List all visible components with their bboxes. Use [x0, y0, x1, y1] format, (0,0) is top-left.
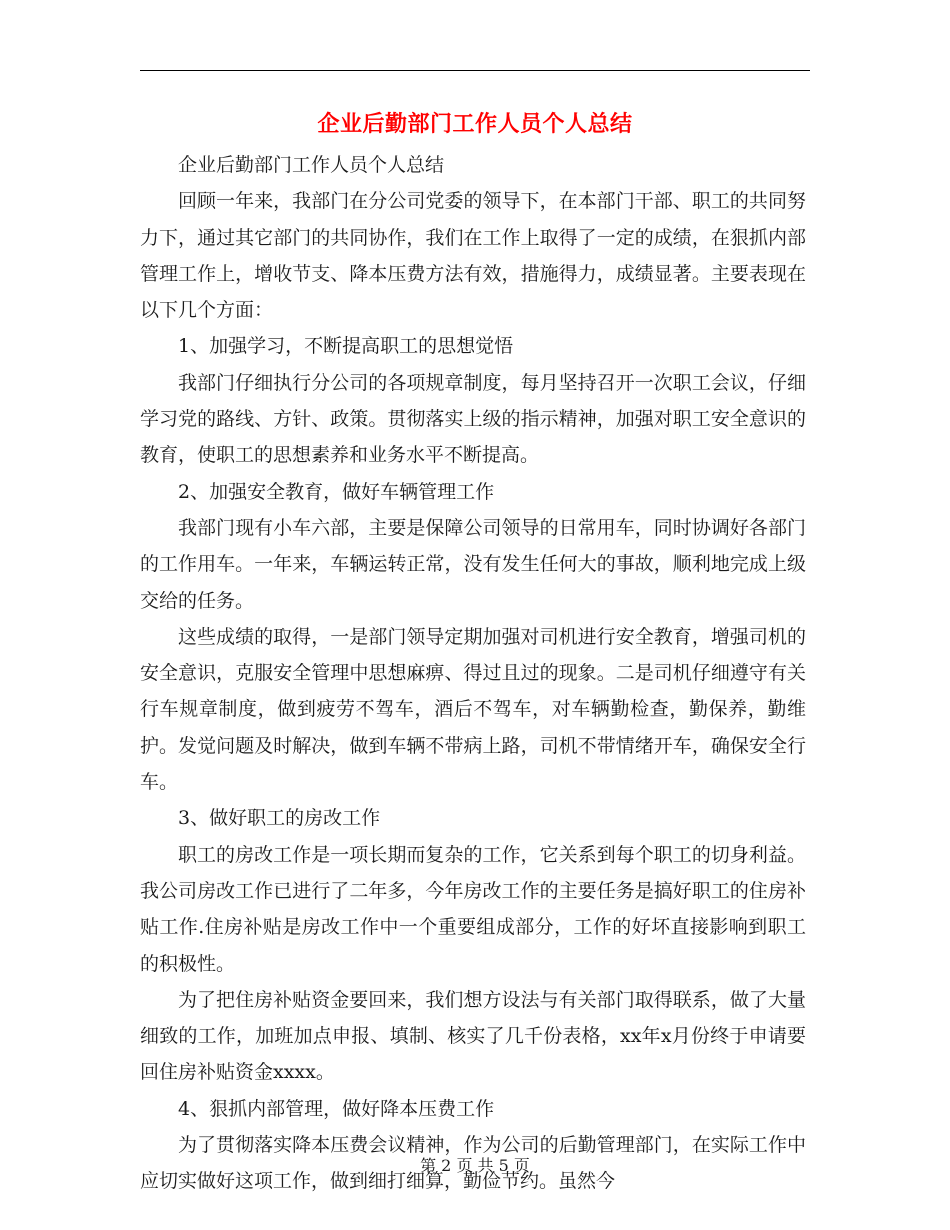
section-heading-4: 4、狠抓内部管理，做好降本压费工作 — [178, 1097, 495, 1120]
header-rule — [140, 70, 810, 71]
section-heading-2: 2、加强安全教育，做好车辆管理工作 — [178, 480, 495, 503]
paragraph-section-2b: 这些成绩的取得，一是部门领导定期加强对司机进行安全教育，增强司机的安全意识，克服安全管理中思想麻痹、得过且过的现象。二是司机仔细遵守有关行车规章制度，做到疲劳不驾车，酒后不驾车，对车辆勤检查，勤保养，勤维护。发觉问题及时解决，做到车辆不带病上路，司机不带情绪开车，确保安全行车。 — [140, 625, 806, 794]
paragraph-subtitle: 企业后勤部门工作人员个人总结 — [178, 154, 445, 176]
paragraph-section-1: 我部门仔细执行分公司的各项规章制度，每月坚持召开一次职工会议，仔细学习党的路线、方针、政策。贯彻落实上级的指示精神，加强对职工安全意识的教育，使职工的思想素养和业务水平不断提高。 — [140, 371, 806, 467]
document-title: 企业后勤部门工作人员个人总结 — [317, 111, 633, 137]
paragraph-section-3b: 为了把住房补贴资金要回来，我们想方设法与有关部门取得联系，做了大量细致的工作，加班加点申报、填制、核实了几千份表格，xx年x月份终于申请要回住房补贴资金xxxx。 — [140, 988, 806, 1084]
section-heading-3: 3、做好职工的房改工作 — [178, 807, 381, 830]
section-heading-1: 1、加强学习，不断提高职工的思想觉悟 — [178, 335, 514, 358]
paragraph-section-2a: 我部门现有小车六部，主要是保障公司领导的日常用车，同时协调好各部门的工作用车。一年来，车辆运转正常，没有发生任何大的事故，顺利地完成上级交给的任务。 — [140, 516, 806, 612]
paragraph-intro: 回顾一年来，我部门在分公司党委的领导下，在本部门干部、职工的共同努力下，通过其它部门的共同协作，我们在工作上取得了一定的成绩，在狠抓内部管理工作上，增收节支、降本压费方法有效，措施得力，成绩显著。主要表现在以下几个方面： — [140, 190, 806, 322]
paragraph-section-4: 为了贯彻落实降本压费会议精神，作为公司的后勤管理部门，在实际工作中应切实做好这项工作，做到细打细算，勤俭节约。虽然今 — [140, 1134, 806, 1193]
page-number-footer: 第 2 页 共 5 页 — [420, 1156, 530, 1175]
document-body — [140, 147, 806, 1200]
paragraph-section-3a: 职工的房改工作是一项长期而复杂的工作，它关系到每个职工的切身利益。我公司房改工作已进行了二年多，今年房改工作的主要任务是搞好职工的住房补贴工作.住房补贴是房改工作中一个重要组成部分，工作的好坏直接影响到职工的积极性。 — [140, 843, 806, 975]
